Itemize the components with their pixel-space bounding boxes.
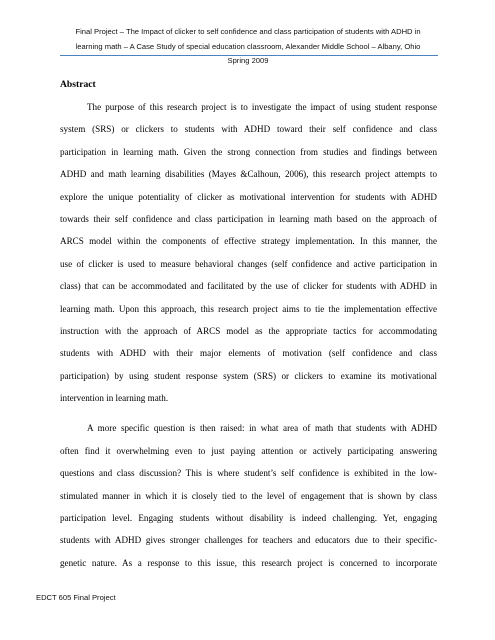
section-heading-abstract: Abstract [60, 79, 96, 90]
text-line: instruction with the approach of ARCS model as the appropriate tactics for accommodating [60, 325, 437, 336]
text-line: A more specific question is then raised: in what area of math that students with ADHD [87, 423, 437, 434]
text-line: students with ADHD gives stronger challenges for teachers and educators due to their specific- [60, 535, 437, 546]
text-line: system (SRS) or clickers to students with ADHD toward their self confidence and class [60, 124, 437, 135]
text-line: The purpose of this research project is to investigate the impact of using student response [87, 102, 437, 112]
page-footer: EDCT 605 Final Project [36, 593, 116, 602]
text-line: stimulated manner in which it is closely tied to the level of engagement that is shown by class [60, 490, 437, 501]
page-header [38, 25, 458, 69]
text-line: class) that can be accommodated and facilitated by the use of clicker for students with ADHD in [60, 281, 437, 292]
text-line: participation level. Engaging students without disability is indeed challenging. Yet, engaging [60, 513, 437, 524]
text-line: participation in learning math. Given the strong connection from studies and findings between [60, 146, 437, 157]
header-title-line-2: learning math – A Case Study of special education classroom, Alexander Middle School – Albany, Ohio [75, 41, 421, 51]
abstract-paragraph-2 [60, 417, 437, 574]
text-line: genetic nature. As a response to this issue, this research project is concerned to incorporate [60, 557, 437, 568]
text-line: towards their self confidence and class participation in learning math based on the approach of [60, 213, 437, 224]
text-line: often find it overwhelming even to just paying attention or actively participating answering [60, 445, 437, 456]
document-body [60, 73, 437, 574]
header-title-line-1: Final Project – The Impact of clicker to self confidence and class participation of students with ADHD in [75, 27, 421, 36]
text-line: use of clicker is used to measure behavioral changes (self confidence and active participation in [60, 258, 437, 269]
text-line: ADHD and math learning disabilities (Mayes &Calhoun, 2006), this research project attempts to [60, 169, 437, 180]
text-line: questions and class discussion? This is where student’s self confidence is exhibited in the low- [60, 468, 437, 479]
text-line: intervention in learning math. [60, 393, 169, 404]
paragraph-spacer [60, 409, 437, 417]
abstract-paragraph-1 [60, 96, 437, 409]
text-line: learning math. Upon this approach, this research project aims to tie the implementation effective [60, 303, 437, 314]
header-divider [60, 55, 438, 56]
header-term: Spring 2009 [227, 56, 269, 65]
text-line: participation) by using student response system (SRS) or clickers to examine its motivational [60, 370, 437, 381]
text-line: explore the unique potentiality of clicker as motivational intervention for students with ADHD [60, 191, 437, 202]
text-line: students with ADHD with their major elements of motivation (self confidence and class [60, 348, 437, 359]
text-line: ARCS model within the components of effective strategy implementation. In this manner, the [60, 236, 437, 247]
